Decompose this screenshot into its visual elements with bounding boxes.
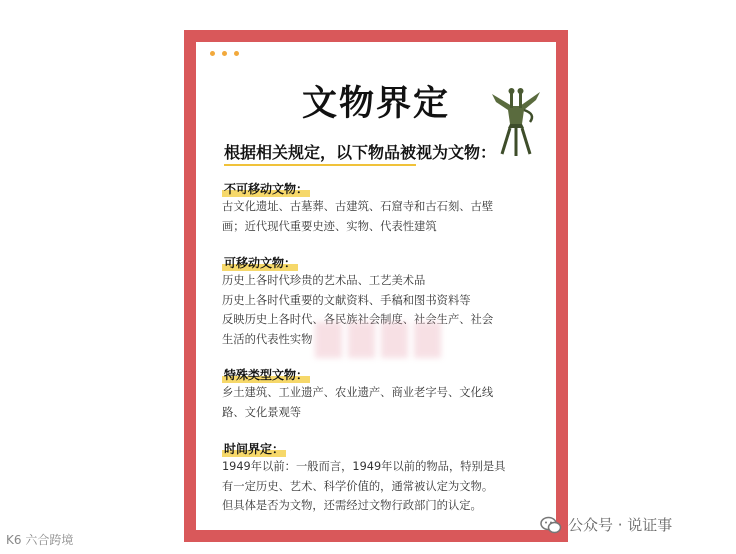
section-line: 历史上各时代重要的文献资料、手稿和图书资料等 [222,293,471,307]
watermark-block [348,322,375,358]
footer-account-label: 公众号 · 说证事 [568,516,673,534]
section-line: 路、文化景观等 [222,405,302,419]
section-line: 1949年以前：一般而言，1949年以前的物品，特别是具 [222,460,506,473]
section-special [222,364,538,422]
watermark-block [315,322,342,358]
section-heading: 不可移动文物： [224,182,309,196]
dot [210,51,215,56]
section-heading: 可移动文物： [224,256,297,270]
section-time [222,438,538,516]
page-title: 文物界定 [301,84,450,124]
watermark-block [381,322,408,358]
section-line: 历史上各时代珍贵的艺术品、工艺美术品 [222,274,426,287]
section-heading: 特殊类型文物： [224,368,309,382]
wechat-icon [540,516,562,534]
blurred-watermark [315,322,441,358]
decorative-dots [210,51,239,56]
section-line: 画；近代现代重要史迹、实物、代表性建筑 [222,219,437,233]
section-line: 有一定历史、艺术、科学价值的，通常被认定为文物。 [222,479,494,493]
section-immovable [222,178,538,236]
section-line: 生活的代表性实物 [222,332,313,346]
subtitle: 根据相关规定，以下物品被视为文物： [224,143,497,162]
dot [222,51,227,56]
footer-watermark-left: K6 六合跨境 [6,533,74,547]
section-line: 但具体是否为文物，还需经过文物行政部门的认定。 [222,499,482,512]
subtitle-underline [224,164,416,166]
footer-account[interactable] [540,514,672,535]
section-heading: 时间界定： [224,442,285,456]
section-line: 古文化遗址、古墓葬、古建筑、石窟寺和古石刻、古壁 [222,200,494,213]
dot [234,51,239,56]
section-line: 乡土建筑、工业遗产、农业遗产、商业老字号、文化线 [222,386,494,399]
watermark-block [414,322,441,358]
info-card [196,42,556,530]
section-line: 反映历史上各时代、各民族社会制度、社会生产、社会 [222,313,494,326]
